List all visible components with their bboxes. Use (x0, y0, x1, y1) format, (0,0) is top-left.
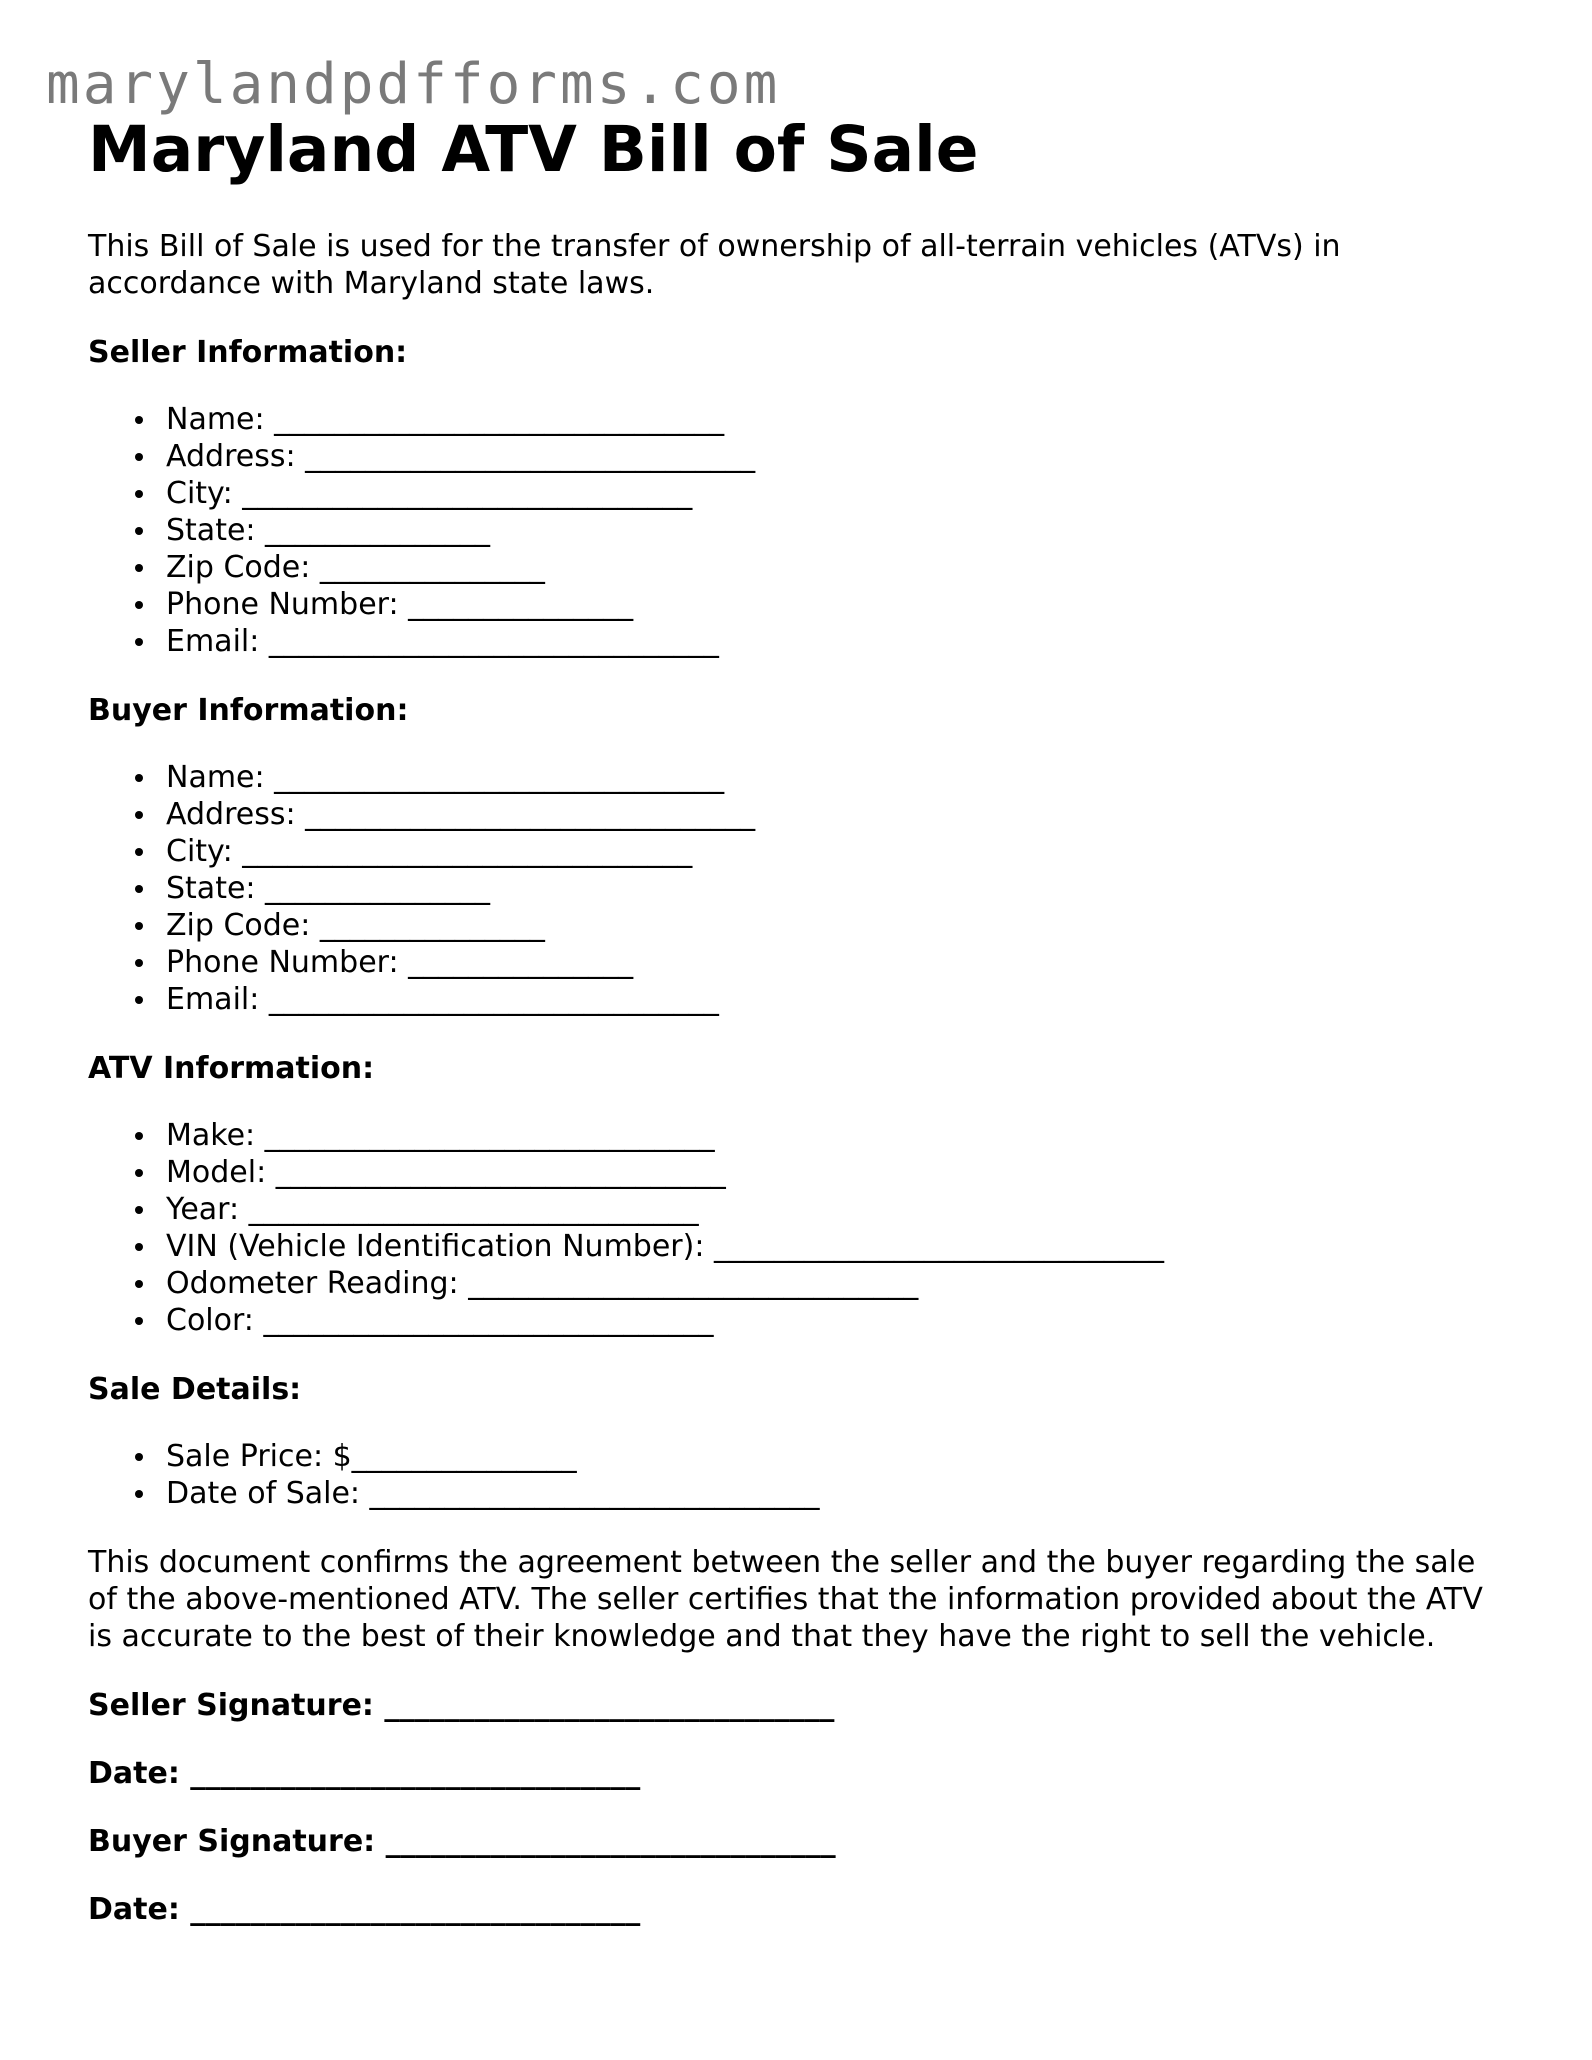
sale-date-field[interactable]: Date of Sale: ______________________________ (166, 1475, 1508, 1512)
seller-address-field[interactable]: Address: ______________________________ (166, 438, 1508, 475)
buyer-phone-field[interactable]: Phone Number: _______________ (166, 944, 1508, 981)
atv-vin-field[interactable]: VIN (Vehicle Identification Number): ______________________________ (166, 1228, 1508, 1265)
sale-field-list (88, 1438, 1508, 1512)
buyer-city-field[interactable]: City: ______________________________ (166, 833, 1508, 870)
document-title: Maryland ATV Bill of Sale (88, 113, 979, 186)
buyer-email-field[interactable]: Email: ______________________________ (166, 981, 1508, 1018)
atv-year-field[interactable]: Year: ______________________________ (166, 1191, 1508, 1228)
site-watermark: marylandpdfforms.com (46, 52, 781, 117)
seller-zip-field[interactable]: Zip Code: _______________ (166, 549, 1508, 586)
seller-email-field[interactable]: Email: ______________________________ (166, 623, 1508, 660)
seller-state-field[interactable]: State: _______________ (166, 512, 1508, 549)
atv-make-field[interactable]: Make: ______________________________ (166, 1117, 1508, 1154)
seller-name-field[interactable]: Name: ______________________________ (166, 401, 1508, 438)
buyer-date-line[interactable]: Date: ______________________________ (88, 1892, 641, 1927)
atv-odometer-field[interactable]: Odometer Reading: ______________________________ (166, 1265, 1508, 1302)
atv-field-list (88, 1117, 1508, 1339)
sale-heading: Sale Details: (88, 1372, 302, 1407)
seller-section (88, 334, 1508, 660)
seller-phone-field[interactable]: Phone Number: _______________ (166, 586, 1508, 623)
buyer-zip-field[interactable]: Zip Code: _______________ (166, 907, 1508, 944)
buyer-heading: Buyer Information: (88, 693, 409, 728)
buyer-address-field[interactable]: Address: ______________________________ (166, 796, 1508, 833)
intro-paragraph: This Bill of Sale is used for the transfer of ownership of all-terrain vehicles (ATVs) in accordance with Maryland state laws. (88, 229, 1341, 301)
bill-of-sale-document (88, 112, 1508, 1928)
seller-heading: Seller Information: (88, 335, 408, 370)
buyer-signature-line[interactable]: Buyer Signature: ______________________________ (88, 1824, 836, 1859)
seller-field-list (88, 401, 1508, 660)
buyer-section (88, 692, 1508, 1018)
seller-signature-line[interactable]: Seller Signature: ______________________________ (88, 1688, 835, 1723)
buyer-field-list (88, 759, 1508, 1018)
atv-heading: ATV Information: (88, 1051, 375, 1086)
atv-section (88, 1050, 1508, 1339)
atv-color-field[interactable]: Color: ______________________________ (166, 1302, 1508, 1339)
confirmation-paragraph: This document confirms the agreement between the seller and the buyer regarding the sale of the above-mentioned ATV. The seller certifies that the information provided about the ATV is accurate to the best of their knowledge and that they have the right to sell the vehicle. (88, 1545, 1483, 1654)
sale-section (88, 1371, 1508, 1512)
seller-city-field[interactable]: City: ______________________________ (166, 475, 1508, 512)
sale-price-field[interactable]: Sale Price: $_______________ (166, 1438, 1508, 1475)
buyer-state-field[interactable]: State: _______________ (166, 870, 1508, 907)
atv-model-field[interactable]: Model: ______________________________ (166, 1154, 1508, 1191)
seller-date-line[interactable]: Date: ______________________________ (88, 1756, 641, 1791)
buyer-name-field[interactable]: Name: ______________________________ (166, 759, 1508, 796)
